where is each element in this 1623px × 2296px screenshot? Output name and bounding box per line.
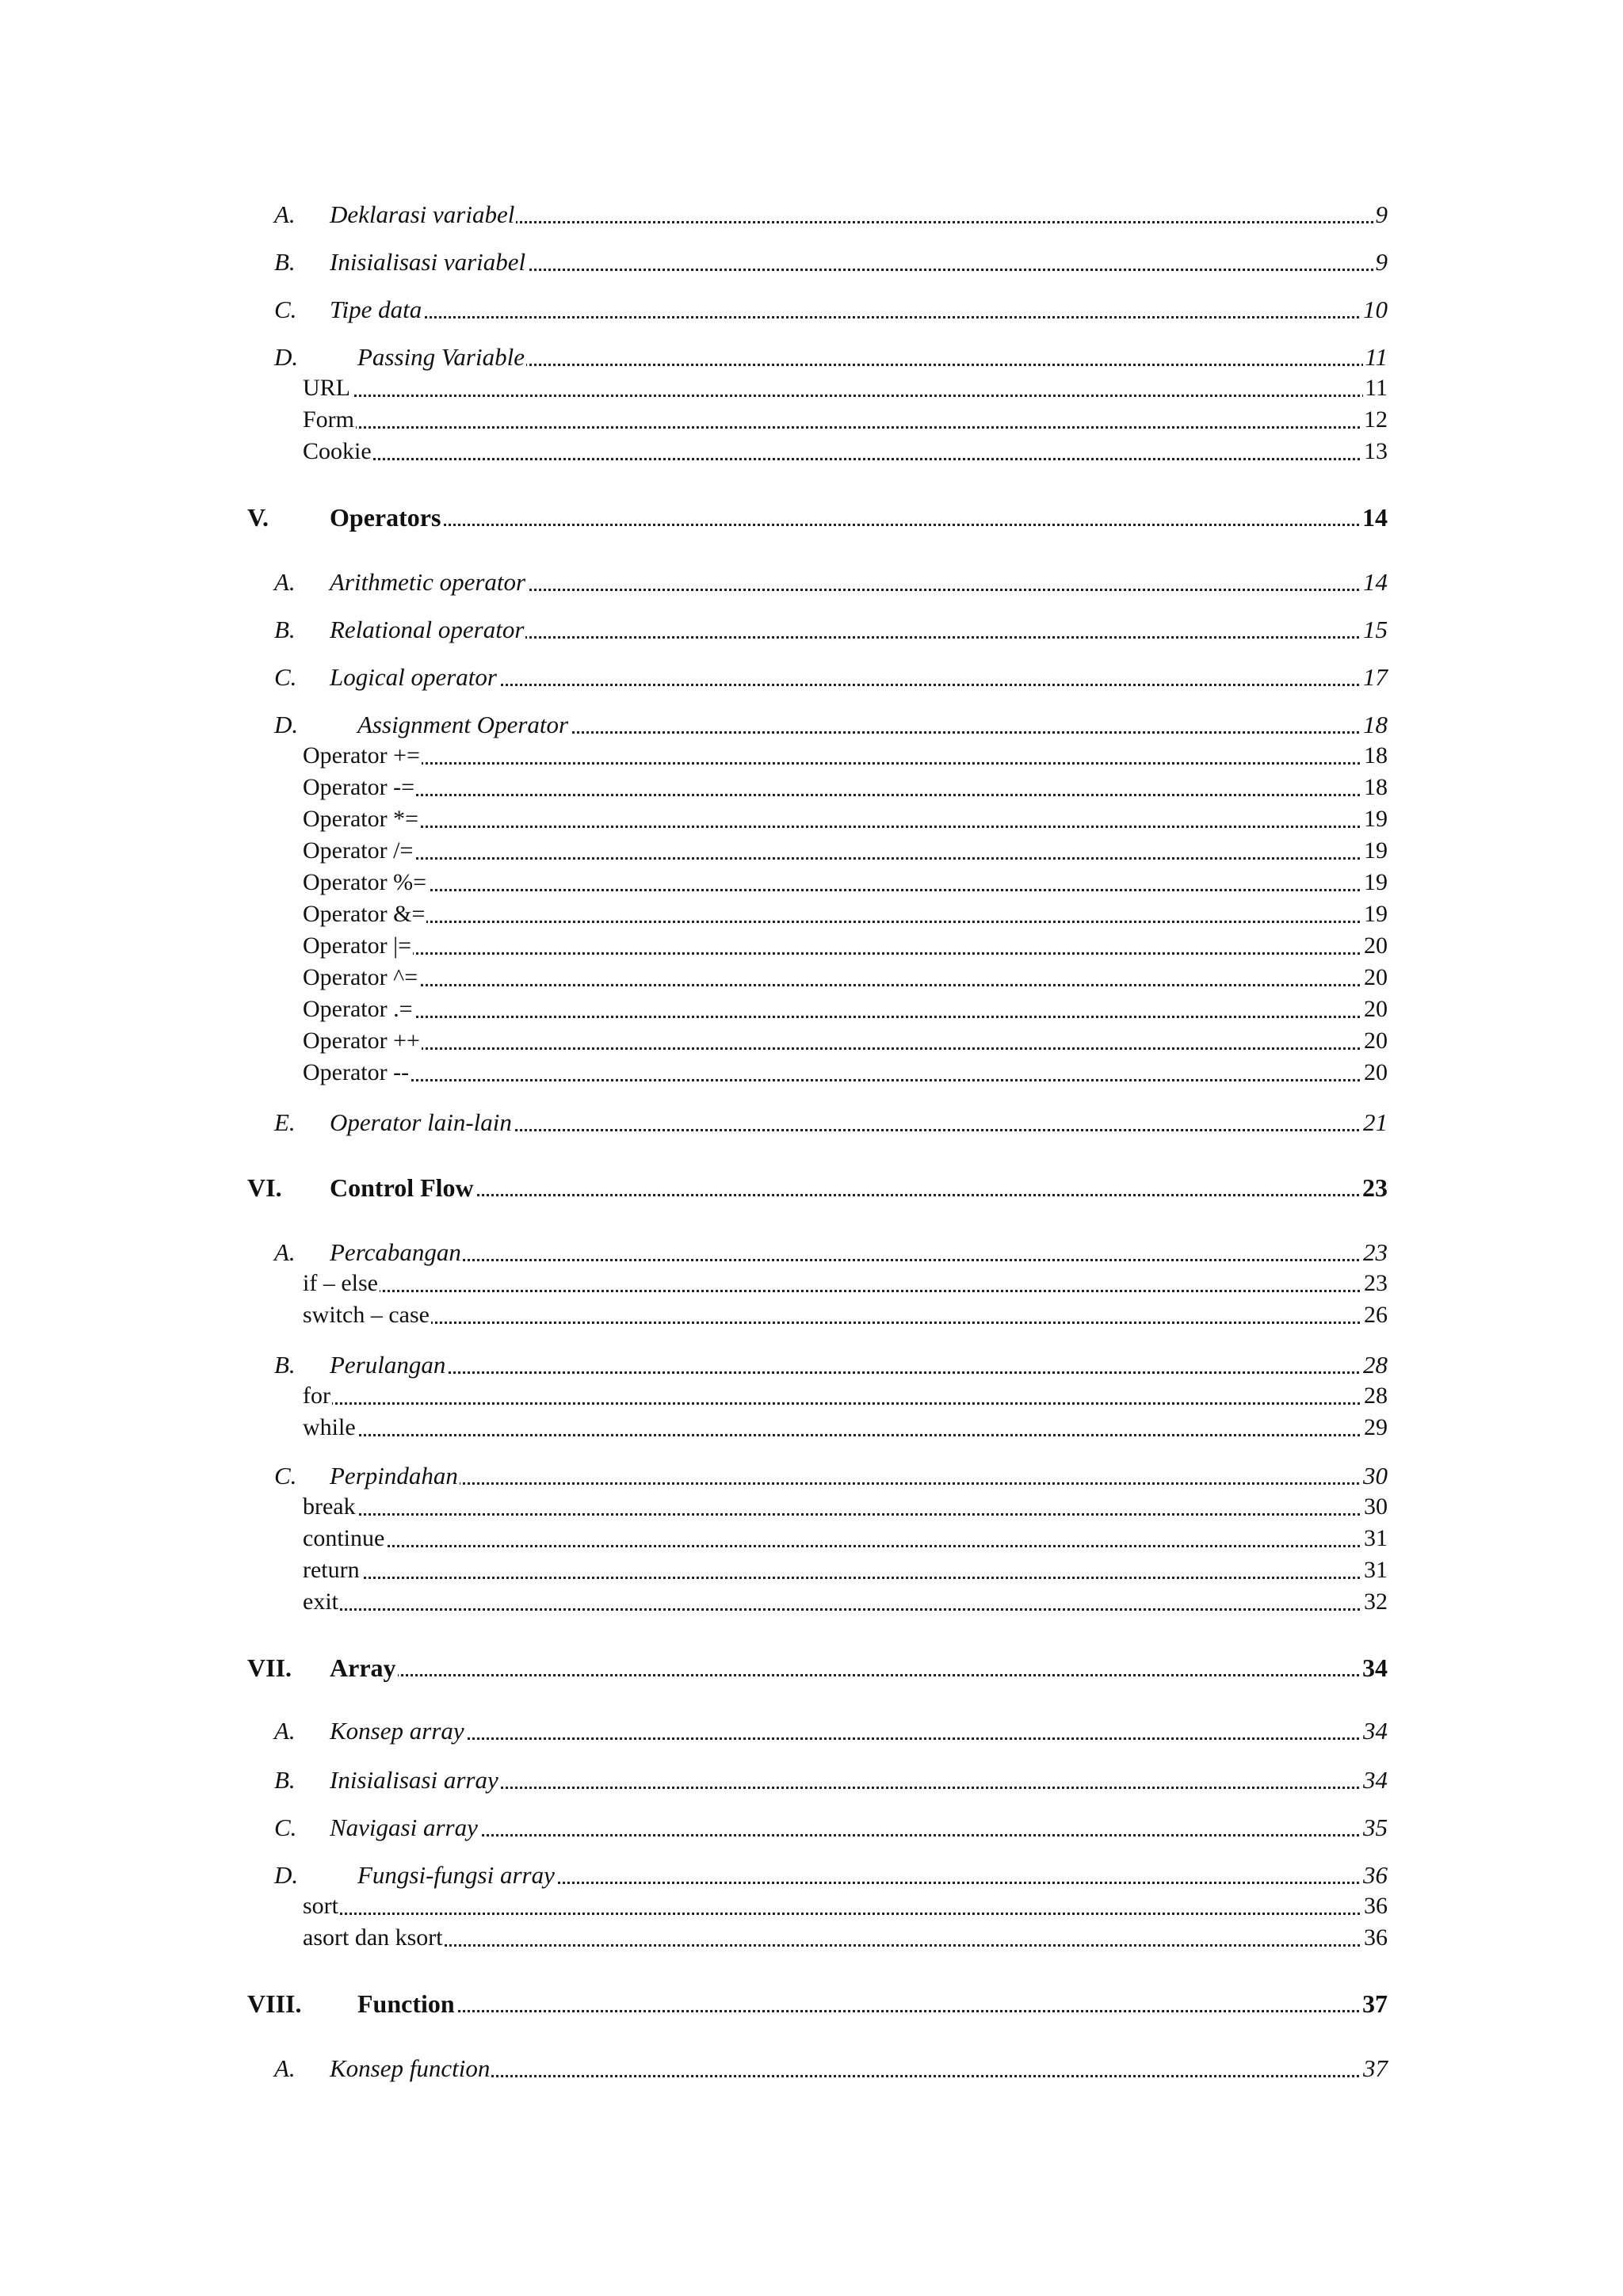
toc-dot-leader — [330, 1715, 1388, 1747]
toc-page-number: 9 — [1374, 246, 1388, 278]
toc-page-number: 35 — [1361, 1812, 1388, 1844]
toc-entry-label: if – else — [303, 1268, 380, 1299]
toc-page-number: 37 — [1361, 2053, 1388, 2084]
toc-page-number: 20 — [1362, 1058, 1388, 1088]
toc-entry-number: A. — [274, 200, 296, 228]
toc-page-number: 20 — [1362, 963, 1388, 993]
toc-dot-leader — [303, 963, 1388, 993]
toc-dot-leader — [303, 1524, 1388, 1554]
toc-entry-label: Tipe data — [330, 294, 423, 326]
toc-entry-label: Operator += — [303, 741, 422, 771]
toc-page-number: 30 — [1362, 1492, 1388, 1522]
toc-section-entry[interactable] — [0, 1715, 1623, 1747]
toc-chapter-entry[interactable] — [0, 1988, 1623, 2019]
toc-entry-label: return — [303, 1555, 361, 1585]
toc-entry-label: Array — [330, 1653, 396, 1682]
toc-page-number: 10 — [1361, 294, 1388, 326]
toc-entry-number: B. — [274, 1351, 296, 1379]
toc-page-number: 11 — [1363, 341, 1388, 373]
toc-entry-label: Operator %= — [303, 868, 428, 898]
toc-page-number: 19 — [1362, 836, 1388, 866]
toc-entry-label: for — [303, 1381, 332, 1411]
toc-dot-leader — [303, 836, 1388, 866]
toc-entry-label: Form — [303, 405, 356, 435]
toc-section-entry[interactable] — [0, 2053, 1623, 2084]
toc-page-number: 31 — [1362, 1524, 1388, 1554]
toc-entry-label: Operator &= — [303, 899, 426, 929]
toc-item-entry[interactable] — [0, 1923, 1623, 1953]
toc-page-number: 21 — [1361, 1107, 1388, 1138]
toc-entry-number: A. — [274, 1238, 296, 1266]
toc-entry-label: Logical operator — [330, 662, 498, 693]
toc-page-number: 15 — [1361, 614, 1388, 646]
toc-entry-label: Operator *= — [303, 804, 420, 834]
toc-dot-leader — [303, 1555, 1388, 1585]
toc-entry-number: A. — [274, 2054, 296, 2082]
toc-entry-label: Assignment Operator — [357, 709, 570, 741]
toc-entry-label: Relational operator — [330, 614, 525, 646]
toc-item-entry[interactable] — [0, 772, 1623, 803]
toc-dot-leader — [303, 405, 1388, 435]
toc-page-number: 18 — [1362, 741, 1388, 771]
toc-item-entry[interactable] — [0, 899, 1623, 929]
toc-page-number: 20 — [1362, 994, 1388, 1024]
toc-page-number: 30 — [1361, 1460, 1388, 1492]
toc-page-number: 29 — [1362, 1413, 1388, 1443]
toc-entry-label: Percabangan — [330, 1237, 463, 1268]
toc-item-entry[interactable] — [0, 1555, 1623, 1585]
toc-item-entry[interactable] — [0, 1413, 1623, 1443]
toc-section-entry[interactable] — [0, 1812, 1623, 1844]
toc-page-number: 20 — [1362, 931, 1388, 961]
toc-entry-number: A. — [274, 568, 296, 596]
toc-section-entry[interactable] — [0, 294, 1623, 326]
toc-entry-label: URL — [303, 373, 352, 403]
toc-chapter-entry[interactable] — [0, 502, 1623, 533]
toc-page-number: 23 — [1362, 1268, 1388, 1299]
toc-page-number: 13 — [1362, 437, 1388, 467]
toc-entry-number: B. — [274, 248, 296, 276]
toc-dot-leader — [330, 1237, 1388, 1268]
toc-item-entry[interactable] — [0, 931, 1623, 961]
toc-dot-leader — [303, 994, 1388, 1024]
toc-entry-label: Operator -= — [303, 772, 416, 803]
toc-page-number: 34 — [1361, 1764, 1388, 1796]
toc-dot-leader — [303, 437, 1388, 467]
toc-section-entry[interactable] — [0, 662, 1623, 693]
toc-page-number: 12 — [1362, 405, 1388, 435]
toc-dot-leader — [303, 804, 1388, 834]
toc-entry-label: Navigasi array — [330, 1812, 479, 1844]
toc-dot-leader — [303, 1381, 1388, 1411]
toc-dot-leader — [303, 1413, 1388, 1443]
toc-page-number: 9 — [1374, 199, 1388, 231]
toc-dot-leader — [303, 373, 1388, 403]
toc-entry-number: D. — [274, 711, 299, 738]
toc-entry-number: B. — [274, 616, 296, 643]
toc-entry-number: A. — [274, 1717, 296, 1745]
toc-entry-number: B. — [274, 1766, 296, 1794]
toc-page-number: 28 — [1362, 1381, 1388, 1411]
toc-entry-label: Control Flow — [330, 1173, 474, 1202]
toc-page-number: 36 — [1362, 1923, 1388, 1953]
toc-entry-number: VII. — [247, 1653, 292, 1682]
toc-item-entry[interactable] — [0, 1381, 1623, 1411]
toc-item-entry[interactable] — [0, 373, 1623, 403]
toc-item-entry[interactable] — [0, 1891, 1623, 1921]
toc-entry-label: continue — [303, 1524, 386, 1554]
toc-item-entry[interactable] — [0, 963, 1623, 993]
toc-page-number: 23 — [1362, 1173, 1388, 1202]
toc-entry-label: Konsep function — [330, 2053, 491, 2084]
toc-dot-leader — [330, 1652, 1388, 1684]
toc-dot-leader — [303, 1268, 1388, 1299]
toc-entry-label: Operators — [330, 503, 441, 532]
toc-section-entry[interactable] — [0, 246, 1623, 278]
toc-dot-leader — [303, 1026, 1388, 1056]
toc-entry-number: C. — [274, 1462, 297, 1489]
toc-entry-label: Cookie — [303, 437, 373, 467]
toc-entry-label: Arithmetic operator — [330, 566, 527, 598]
toc-item-entry[interactable] — [0, 1587, 1623, 1617]
toc-item-entry[interactable] — [0, 836, 1623, 866]
toc-entry-label: exit — [303, 1587, 340, 1617]
toc-entry-label: Inisialisasi variabel — [330, 246, 527, 278]
toc-chapter-entry[interactable] — [0, 1652, 1623, 1684]
toc-entry-label: break — [303, 1492, 357, 1522]
toc-entry-number: E. — [274, 1108, 296, 1136]
toc-dot-leader — [303, 1058, 1388, 1088]
toc-item-entry[interactable] — [0, 1524, 1623, 1554]
toc-dot-leader — [303, 1492, 1388, 1522]
toc-item-entry[interactable] — [0, 1058, 1623, 1088]
toc-page-number: 34 — [1361, 1715, 1388, 1747]
toc-item-entry[interactable] — [0, 1300, 1623, 1330]
toc-section-entry[interactable] — [0, 1107, 1623, 1138]
toc-dot-leader — [330, 1349, 1388, 1381]
toc-entry-label: Operator -- — [303, 1058, 411, 1088]
toc-entry-label: Operator |= — [303, 931, 413, 961]
toc-item-entry[interactable] — [0, 437, 1623, 467]
toc-entry-label: Perpindahan — [330, 1460, 460, 1492]
toc-item-entry[interactable] — [0, 804, 1623, 834]
toc-section-entry[interactable] — [0, 709, 1623, 741]
toc-dot-leader — [330, 1812, 1388, 1844]
toc-section-entry[interactable] — [0, 199, 1623, 231]
toc-entry-number: C. — [274, 1814, 297, 1841]
toc-section-entry[interactable] — [0, 341, 1623, 373]
toc-item-entry[interactable] — [0, 994, 1623, 1024]
toc-entry-label: sort — [303, 1891, 340, 1921]
toc-entry-label: Deklarasi variabel — [330, 199, 516, 231]
toc-chapter-entry[interactable] — [0, 1172, 1623, 1203]
toc-entry-label: Function — [357, 1989, 455, 2018]
toc-section-entry[interactable] — [0, 1237, 1623, 1268]
toc-entry-label: Operator lain-lain — [330, 1107, 514, 1138]
toc-section-entry[interactable] — [0, 1859, 1623, 1891]
toc-page-number: 18 — [1361, 709, 1388, 741]
toc-entry-label: Inisialisasi array — [330, 1764, 500, 1796]
toc-dot-leader — [303, 931, 1388, 961]
toc-dot-leader — [303, 772, 1388, 803]
toc-dot-leader — [303, 1300, 1388, 1330]
toc-page-number: 19 — [1362, 899, 1388, 929]
toc-entry-number: C. — [274, 296, 297, 323]
toc-section-entry[interactable] — [0, 1460, 1623, 1492]
toc-dot-leader — [303, 1923, 1388, 1953]
toc-page-number: 14 — [1362, 503, 1388, 532]
toc-entry-number: D. — [274, 1861, 299, 1889]
toc-entry-label: while — [303, 1413, 357, 1443]
toc-entry-label: Operator ^= — [303, 963, 419, 993]
toc-page-number: 23 — [1361, 1237, 1388, 1268]
toc-item-entry[interactable] — [0, 1492, 1623, 1522]
toc-section-entry[interactable] — [0, 1764, 1623, 1796]
toc-entry-label: Fungsi-fungsi array — [357, 1859, 556, 1891]
toc-item-entry[interactable] — [0, 741, 1623, 771]
toc-page-number: 36 — [1362, 1891, 1388, 1921]
toc-entry-label: Passing Variable — [357, 341, 526, 373]
toc-entry-number: V. — [247, 503, 269, 532]
toc-entry-label: Perulangan — [330, 1349, 447, 1381]
toc-item-entry[interactable] — [0, 1026, 1623, 1056]
toc-entry-label: Operator ++ — [303, 1026, 422, 1056]
toc-page-number: 19 — [1362, 804, 1388, 834]
toc-dot-leader — [303, 1587, 1388, 1617]
toc-page-number: 37 — [1362, 1989, 1388, 2018]
toc-entry-label: switch – case — [303, 1300, 431, 1330]
toc-dot-leader — [303, 741, 1388, 771]
toc-dot-leader — [330, 1172, 1388, 1203]
toc-page-number: 32 — [1362, 1587, 1388, 1617]
toc-page-number: 19 — [1362, 868, 1388, 898]
toc-page-number: 17 — [1361, 662, 1388, 693]
toc-entry-label: Operator /= — [303, 836, 414, 866]
toc-dot-leader — [303, 868, 1388, 898]
toc-section-entry[interactable] — [0, 566, 1623, 598]
toc-entry-label: asort dan ksort — [303, 1923, 445, 1953]
toc-entry-label: Operator .= — [303, 994, 414, 1024]
toc-dot-leader — [330, 1460, 1388, 1492]
toc-page-number: 31 — [1362, 1555, 1388, 1585]
toc-dot-leader — [303, 1891, 1388, 1921]
toc-item-entry[interactable] — [0, 405, 1623, 435]
toc-section-entry[interactable] — [0, 1349, 1623, 1381]
toc-dot-leader — [357, 1988, 1388, 2019]
toc-page-number: 11 — [1363, 373, 1388, 403]
toc-section-entry[interactable] — [0, 614, 1623, 646]
toc-entry-number: D. — [274, 343, 299, 371]
toc-page-number: 20 — [1362, 1026, 1388, 1056]
toc-dot-leader — [303, 899, 1388, 929]
toc-item-entry[interactable] — [0, 1268, 1623, 1299]
toc-page-number: 34 — [1362, 1653, 1388, 1682]
toc-entry-label: Konsep array — [330, 1715, 466, 1747]
toc-page-number: 26 — [1362, 1300, 1388, 1330]
toc-entry-number: C. — [274, 663, 297, 691]
toc-item-entry[interactable] — [0, 868, 1623, 898]
toc-page-number: 28 — [1361, 1349, 1388, 1381]
toc-dot-leader — [330, 502, 1388, 533]
toc-page-number: 14 — [1361, 566, 1388, 598]
toc-page-number: 18 — [1362, 772, 1388, 803]
toc-page-number: 36 — [1361, 1859, 1388, 1891]
toc-entry-number: VI. — [247, 1173, 282, 1202]
toc-dot-leader — [330, 294, 1388, 326]
toc-entry-number: VIII. — [247, 1989, 302, 2018]
